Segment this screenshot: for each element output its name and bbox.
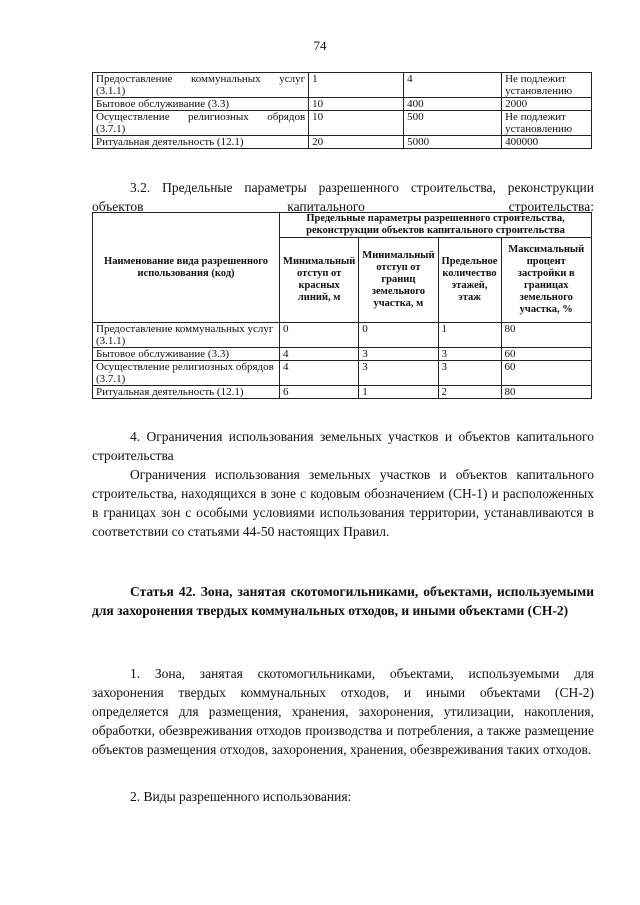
table-cell: 60 bbox=[501, 348, 592, 361]
table-cell: 4 bbox=[404, 73, 502, 98]
table-cell: 2 bbox=[438, 386, 501, 399]
table-cell: 3 bbox=[438, 361, 501, 386]
table-cell: Осуществление религиозных обрядов (3.7.1) bbox=[93, 361, 280, 386]
table-cell: Ритуальная деятельность (12.1) bbox=[93, 136, 309, 149]
table-row bbox=[93, 98, 592, 111]
table-header-row bbox=[93, 213, 592, 238]
article-42-title: Статья 42. Зона, занятая скотомогильниками, объектами, используемыми для захоронения твердых коммунальных отходов, и иными объектами (СН-2) bbox=[92, 584, 594, 618]
table-cell: 3 bbox=[359, 348, 438, 361]
table-cell: Предоставление коммунальных услуг (3.1.1) bbox=[93, 73, 309, 98]
table-row bbox=[93, 73, 592, 98]
table-cell: 400000 bbox=[502, 136, 592, 149]
article-42-paragraph-1: 1. Зона, занятая скотомогильниками, объектами, используемыми для захоронения твердых коммунальных отходов, и иными объектами (СН-2) определяется для размещения, хранения, захоронения, утилизации, накопления, обработки, обезвреживания отходов производства и потребления, а также размещение объектов размещения отходов, захоронения, хранения, обезвреживания таких отходов. bbox=[92, 666, 594, 757]
table-cell: 80 bbox=[501, 323, 592, 348]
table-cell: 0 bbox=[280, 323, 359, 348]
column-header-building-percent: Максимальный процент застройки в границах земельного участка, % bbox=[501, 238, 592, 323]
column-header-red-lines: Минимальный отступ от красных линий, м bbox=[280, 238, 359, 323]
table-cell: 10 bbox=[309, 111, 404, 136]
table-cell: 4 bbox=[280, 361, 359, 386]
table-cell: Бытовое обслуживание (3.3) bbox=[93, 98, 309, 111]
table-cell: 1 bbox=[438, 323, 501, 348]
table-cell: 400 bbox=[404, 98, 502, 111]
table-cell: Предоставление коммунальных услуг (3.1.1) bbox=[93, 323, 280, 348]
building-parameters-table bbox=[92, 212, 592, 399]
table-cell: 2000 bbox=[502, 98, 592, 111]
table-cell: 6 bbox=[280, 386, 359, 399]
table-cell: 0 bbox=[359, 323, 438, 348]
column-header-floors: Предельное количество этажей, этаж bbox=[438, 238, 501, 323]
table-cell: 3 bbox=[438, 348, 501, 361]
table-cell: 3 bbox=[359, 361, 438, 386]
table-cell: 500 bbox=[404, 111, 502, 136]
limits-table-top bbox=[92, 72, 592, 149]
table-row bbox=[93, 111, 592, 136]
table-cell: Ритуальная деятельность (12.1) bbox=[93, 386, 280, 399]
section-4-heading: 4. Ограничения использования земельных участков и объектов капитального строительства bbox=[92, 429, 594, 463]
table-cell: Бытовое обслуживание (3.3) bbox=[93, 348, 280, 361]
table-cell: Не подлежит установлению bbox=[502, 111, 592, 136]
table-cell: Осуществление религиозных обрядов (3.7.1) bbox=[93, 111, 309, 136]
page-number: 74 bbox=[313, 38, 327, 53]
column-header-group: Предельные параметры разрешенного строительства, реконструкции объектов капитального строительства bbox=[280, 213, 592, 238]
table-cell: 1 bbox=[359, 386, 438, 399]
table-cell: 5000 bbox=[404, 136, 502, 149]
table-cell: Не подлежит установлению bbox=[502, 73, 592, 98]
section-4-paragraph: Ограничения использования земельных участков и объектов капитального строительства, находящихся в зоне с кодовым обозначением (СН-1) и расположенных в границах зон с особыми условиями использования территории, устанавливаются в соответствии со статьями 44-50 настоящих Правил. bbox=[92, 467, 594, 539]
table-cell: 4 bbox=[280, 348, 359, 361]
table-cell: 60 bbox=[501, 361, 592, 386]
table-cell: 1 bbox=[309, 73, 404, 98]
table-row bbox=[93, 386, 592, 399]
article-42-paragraph-2: 2. Виды разрешенного использования: bbox=[130, 789, 352, 804]
table-row bbox=[93, 323, 592, 348]
column-header-name: Наименование вида разрешенного использования (код) bbox=[93, 213, 280, 323]
table-cell: 20 bbox=[309, 136, 404, 149]
table-row bbox=[93, 136, 592, 149]
table-cell: 10 bbox=[309, 98, 404, 111]
table-cell: 80 bbox=[501, 386, 592, 399]
section-3-2-heading: 3.2. Предельные параметры разрешенного строительства, реконструкции объектов капитального строительства: bbox=[92, 180, 594, 214]
table-row bbox=[93, 348, 592, 361]
column-header-plot-borders: Минимальный отступ от границ земельного участка, м bbox=[359, 238, 438, 323]
table-row bbox=[93, 361, 592, 386]
